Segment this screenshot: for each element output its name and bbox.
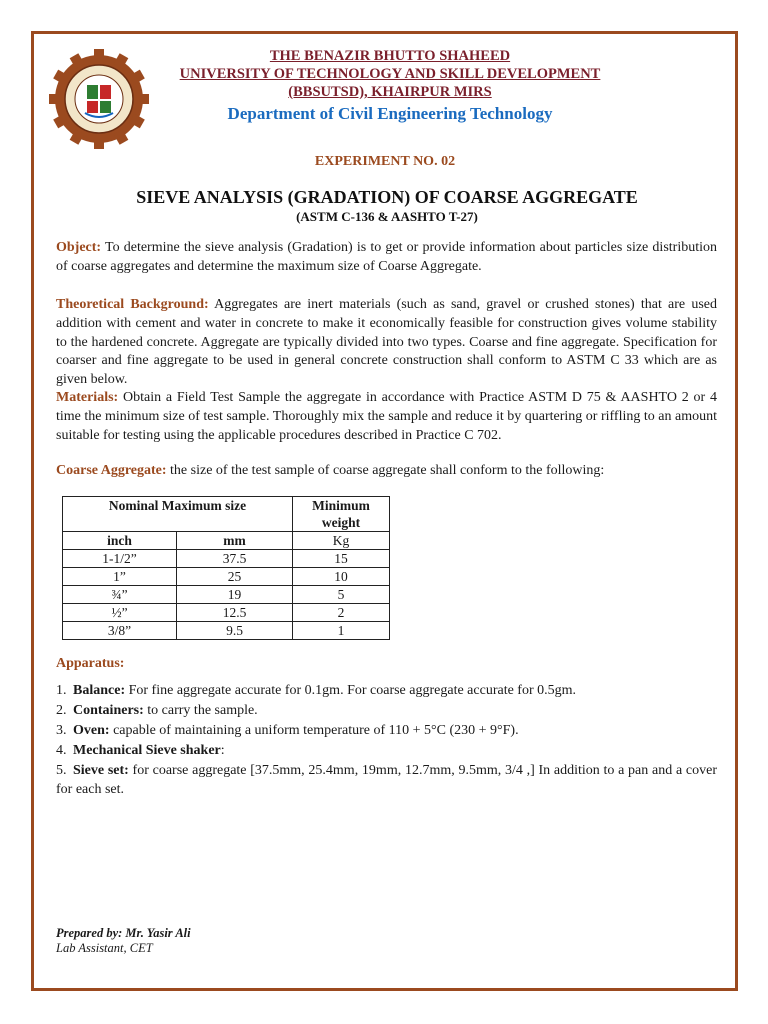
item-number: 3. bbox=[56, 723, 67, 738]
item-name: Sieve set: bbox=[73, 763, 129, 778]
header-inch: inch bbox=[63, 532, 177, 550]
item-number: 4. bbox=[56, 743, 67, 758]
prepared-by-role: Lab Assistant, CET bbox=[56, 941, 153, 955]
object-text: To determine the sieve analysis (Gradation) is to get or provide information about particles size distribution of coarse aggregates and determine the maximum size of Coarse Aggregate. bbox=[56, 240, 717, 274]
cell-mm: 9.5 bbox=[177, 622, 293, 640]
item-name: Balance: bbox=[73, 683, 126, 698]
item-name: Containers: bbox=[73, 703, 144, 718]
cell-mm: 12.5 bbox=[177, 604, 293, 622]
table-row bbox=[63, 622, 390, 640]
experiment-number: EXPERIMENT NO. 02 bbox=[314, 154, 456, 169]
list-item bbox=[56, 721, 717, 741]
document-title: SIEVE ANALYSIS (GRADATION) OF COARSE AGGREGATE bbox=[136, 187, 638, 207]
apparatus-list bbox=[56, 681, 717, 799]
list-item bbox=[56, 701, 717, 721]
object-label: Object: bbox=[56, 240, 102, 255]
item-text: to carry the sample. bbox=[143, 703, 258, 718]
cell-mm: 25 bbox=[177, 568, 293, 586]
list-item bbox=[56, 741, 717, 761]
item-name: Mechanical Sieve shaker bbox=[73, 743, 221, 758]
cell-inch: ¾” bbox=[63, 586, 177, 604]
coarse-aggregate-text: the size of the test sample of coarse aggregate shall conform to the following: bbox=[166, 463, 605, 478]
header-mm: mm bbox=[177, 532, 293, 550]
university-name-line3: (BBSUTSD), KHAIRPUR MIRS bbox=[288, 84, 492, 100]
university-name-line1: THE BENAZIR BHUTTO SHAHEED bbox=[269, 48, 511, 64]
document-subtitle: (ASTM C-136 & AASHTO T-27) bbox=[296, 209, 478, 224]
cell-mm: 19 bbox=[177, 586, 293, 604]
list-item bbox=[56, 681, 717, 701]
materials-label: Materials: bbox=[56, 390, 119, 405]
theory-label: Theoretical Background: bbox=[56, 297, 209, 312]
list-item bbox=[56, 761, 717, 799]
header-kg: Kg bbox=[293, 532, 390, 550]
cell-kg: 15 bbox=[293, 550, 390, 568]
materials-paragraph bbox=[56, 389, 717, 445]
table-row bbox=[63, 568, 390, 586]
cell-inch: 3/8” bbox=[63, 622, 177, 640]
table-row bbox=[63, 586, 390, 604]
item-number: 1. bbox=[56, 683, 67, 698]
prepared-by-block bbox=[56, 926, 191, 956]
cell-kg: 1 bbox=[293, 622, 390, 640]
theory-paragraph bbox=[56, 296, 717, 390]
item-text: : bbox=[220, 743, 225, 758]
cell-inch: ½” bbox=[63, 604, 177, 622]
university-seal-icon bbox=[49, 49, 149, 149]
item-number: 5. bbox=[56, 763, 67, 778]
cell-kg: 5 bbox=[293, 586, 390, 604]
table-row bbox=[63, 550, 390, 568]
sample-size-table bbox=[62, 496, 390, 640]
item-text: capable of maintaining a uniform temperature of 110 + 5°C (230 + 9°F). bbox=[109, 723, 519, 738]
table-row bbox=[63, 604, 390, 622]
item-text: for coarse aggregate [37.5mm, 25.4mm, 19mm, 12.7mm, 9.5mm, 3/4 ,] In addition to a pan and a cover for each set. bbox=[56, 763, 717, 797]
item-number: 2. bbox=[56, 703, 67, 718]
header-minimum-weight: Minimum weight bbox=[293, 497, 390, 532]
cell-inch: 1” bbox=[63, 568, 177, 586]
object-paragraph bbox=[56, 239, 717, 277]
cell-kg: 2 bbox=[293, 604, 390, 622]
materials-text: Obtain a Field Test Sample the aggregate in accordance with Practice ASTM D 75 & AASHTO 2 or 4 time the minimum size of test sample. Thoroughly mix the sample and reduce it by quartering or riffling to an amount suitable for testing using the applicable procedures described in Practice C 702. bbox=[56, 390, 717, 443]
coarse-aggregate-paragraph bbox=[56, 462, 717, 481]
cell-inch: 1-1/2” bbox=[63, 550, 177, 568]
coarse-aggregate-label: Coarse Aggregate: bbox=[56, 463, 167, 478]
apparatus-heading: Apparatus: bbox=[56, 656, 125, 671]
theory-text: Aggregates are inert materials (such as sand, gravel or crushed stones) that are used addition with cement and water in concrete to make it economically feasible for construction gives volume stability to the hardened concrete. Aggregate are typically divided into two types. Coarse and fine aggregate. Specification for coarser and fine aggregate to be used in general concrete construction shall conform to ASTM C 33 which are as given below. bbox=[56, 297, 717, 388]
item-text: For fine aggregate accurate for 0.1gm. For coarse aggregate accurate for 0.5gm. bbox=[125, 683, 577, 698]
prepared-by: Prepared by: Mr. Yasir Ali bbox=[56, 926, 191, 940]
department-name: Department of Civil Engineering Technology bbox=[227, 104, 553, 123]
item-name: Oven: bbox=[73, 723, 110, 738]
university-name-line2: UNIVERSITY OF TECHNOLOGY AND SKILL DEVELOPMENT bbox=[179, 66, 601, 82]
cell-kg: 10 bbox=[293, 568, 390, 586]
cell-mm: 37.5 bbox=[177, 550, 293, 568]
header-nominal-size: Nominal Maximum size bbox=[63, 497, 293, 532]
